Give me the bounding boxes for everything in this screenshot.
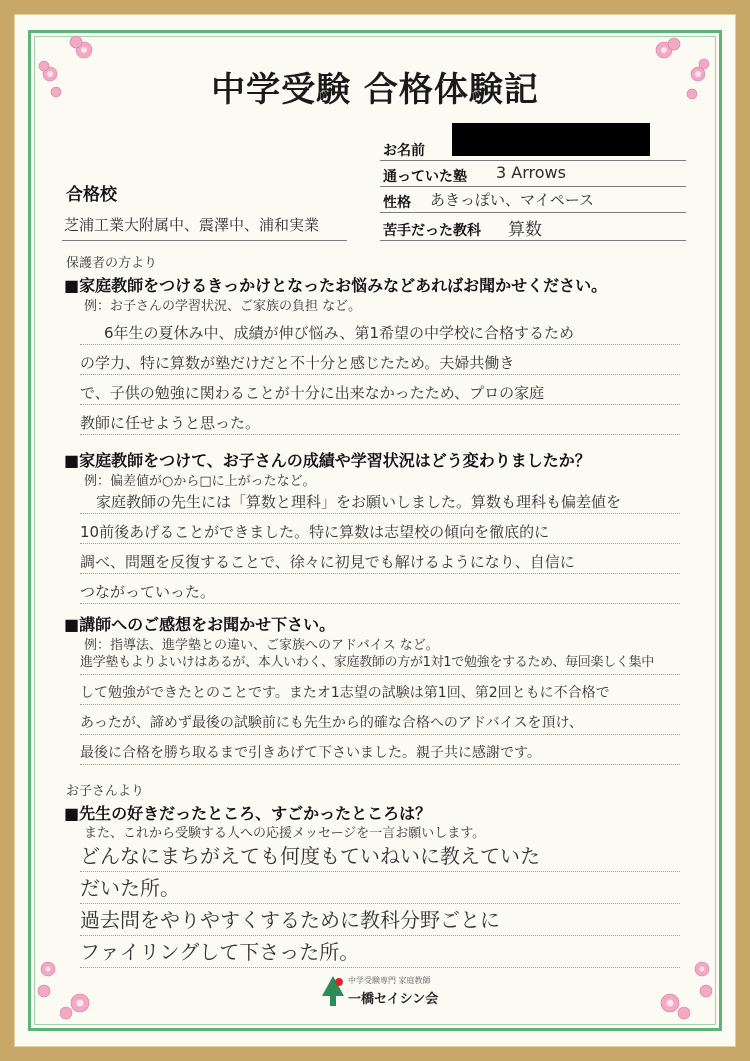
answer-1-line: 6年生の夏休み中、成績が伸び悩み、第1希望の中学校に合格するため	[104, 324, 574, 342]
flower-decoration-bottom-right	[644, 955, 714, 1025]
question-2: ■家庭教師をつけて、お子さんの成績や学習状況はどう変わりましたか？	[64, 451, 591, 470]
question-3-example: 例：指導法、進学塾との違い、ご家族へのアドバイス など。	[84, 638, 439, 653]
answer-2-line: つながっていった。	[80, 583, 216, 601]
answer-2-line: 10前後あげることができました。特に算数は志望校の傾向を徹底的に	[80, 523, 550, 541]
question-1: ■家庭教師をつけるきっかけとなったお悩みなどあればお聞かせください。	[64, 276, 608, 295]
name-underline	[380, 160, 686, 161]
juku-underline	[380, 186, 686, 187]
answer-3-line: 進学塾もよりよいけはあるが、本人いわく、家庭教師の方が1対1で勉強をするため、毎回楽しく集中	[80, 655, 654, 670]
answer-4-line: 過去問をやりやすくするために教科分野ごとに	[80, 908, 500, 932]
juku-label: 通っていた塾	[383, 169, 467, 185]
company-logo	[320, 972, 450, 1012]
answer-3-line: して勉強ができたとのことです。またオ1志望の試験は第1回、第2回ともに不合格で	[80, 685, 610, 701]
question-4: ■先生の好きだったところ、すごかったところは？	[64, 804, 432, 823]
juku-value: 3 Arrows	[496, 163, 566, 182]
school-underline	[62, 240, 347, 241]
answer-1-line: の学力、特に算数が塾だけだと不十分と感じたため。夫婦共働き	[80, 354, 515, 372]
answer-1-line: 教師に任せようと思った。	[80, 414, 261, 432]
answer-4-line: どんなにまちがえても何度もていねいに教えていた	[80, 844, 540, 868]
name-redaction	[452, 123, 650, 156]
question-3: ■講師へのご感想をお聞かせ下さい。	[64, 615, 336, 634]
question-4-subtext: また、これから受験する人への応援メッセージを一言お願いします。	[84, 826, 486, 841]
answer-4-line: だいた所。	[80, 876, 180, 900]
tree-logo-icon	[320, 974, 346, 1008]
answer-4-line: ファイリングして下さった所。	[80, 940, 360, 964]
question-1-example: 例：お子さんの学習状況、ご家族の負担 など。	[84, 299, 362, 314]
answer-1-line: で、子供の勉強に関わることが十分に出来なかったため、プロの家庭	[80, 384, 545, 402]
personality-label: 性格	[383, 195, 411, 211]
weak-subject-underline	[380, 240, 686, 241]
answer-3-line: あったが、諦めず最後の試験前にも先生から的確な合格へのアドバイスを頂け、	[80, 715, 583, 731]
school-value: 芝浦工業大附属中、震澤中、浦和実業	[64, 216, 320, 234]
logo-name: 一橋セイシン会	[348, 992, 439, 1007]
page-title: 中学受験 合格体験記	[211, 70, 539, 110]
logo-tagline: 中学受験専門 家庭教師	[348, 976, 431, 985]
weak-subject-value: 算数	[508, 220, 542, 240]
answer-3-line: 最後に合格を勝ち取るまで引きあげて下さいました。親子共に感謝です。	[80, 745, 541, 761]
question-2-example: 例：偏差値が○から□に上がったなど。	[84, 474, 316, 489]
personality-value: あきっぽい、マイペース	[430, 191, 594, 209]
answer-2-line: 家庭教師の先生には「算数と理科」をお願いしました。算数も理科も偏差値を	[96, 493, 622, 511]
parent-section-heading: 保護者の方より	[66, 256, 158, 271]
answer-2-line: 調べ、問題を反復することで、徐々に初見でも解けるようになり、自信に	[80, 553, 575, 571]
weak-subject-label: 苦手だった教科	[383, 223, 481, 239]
personality-underline	[380, 212, 686, 213]
school-label: 合格校	[66, 185, 117, 205]
child-section-heading: お子さんより	[66, 784, 145, 799]
name-label: お名前	[383, 143, 425, 159]
